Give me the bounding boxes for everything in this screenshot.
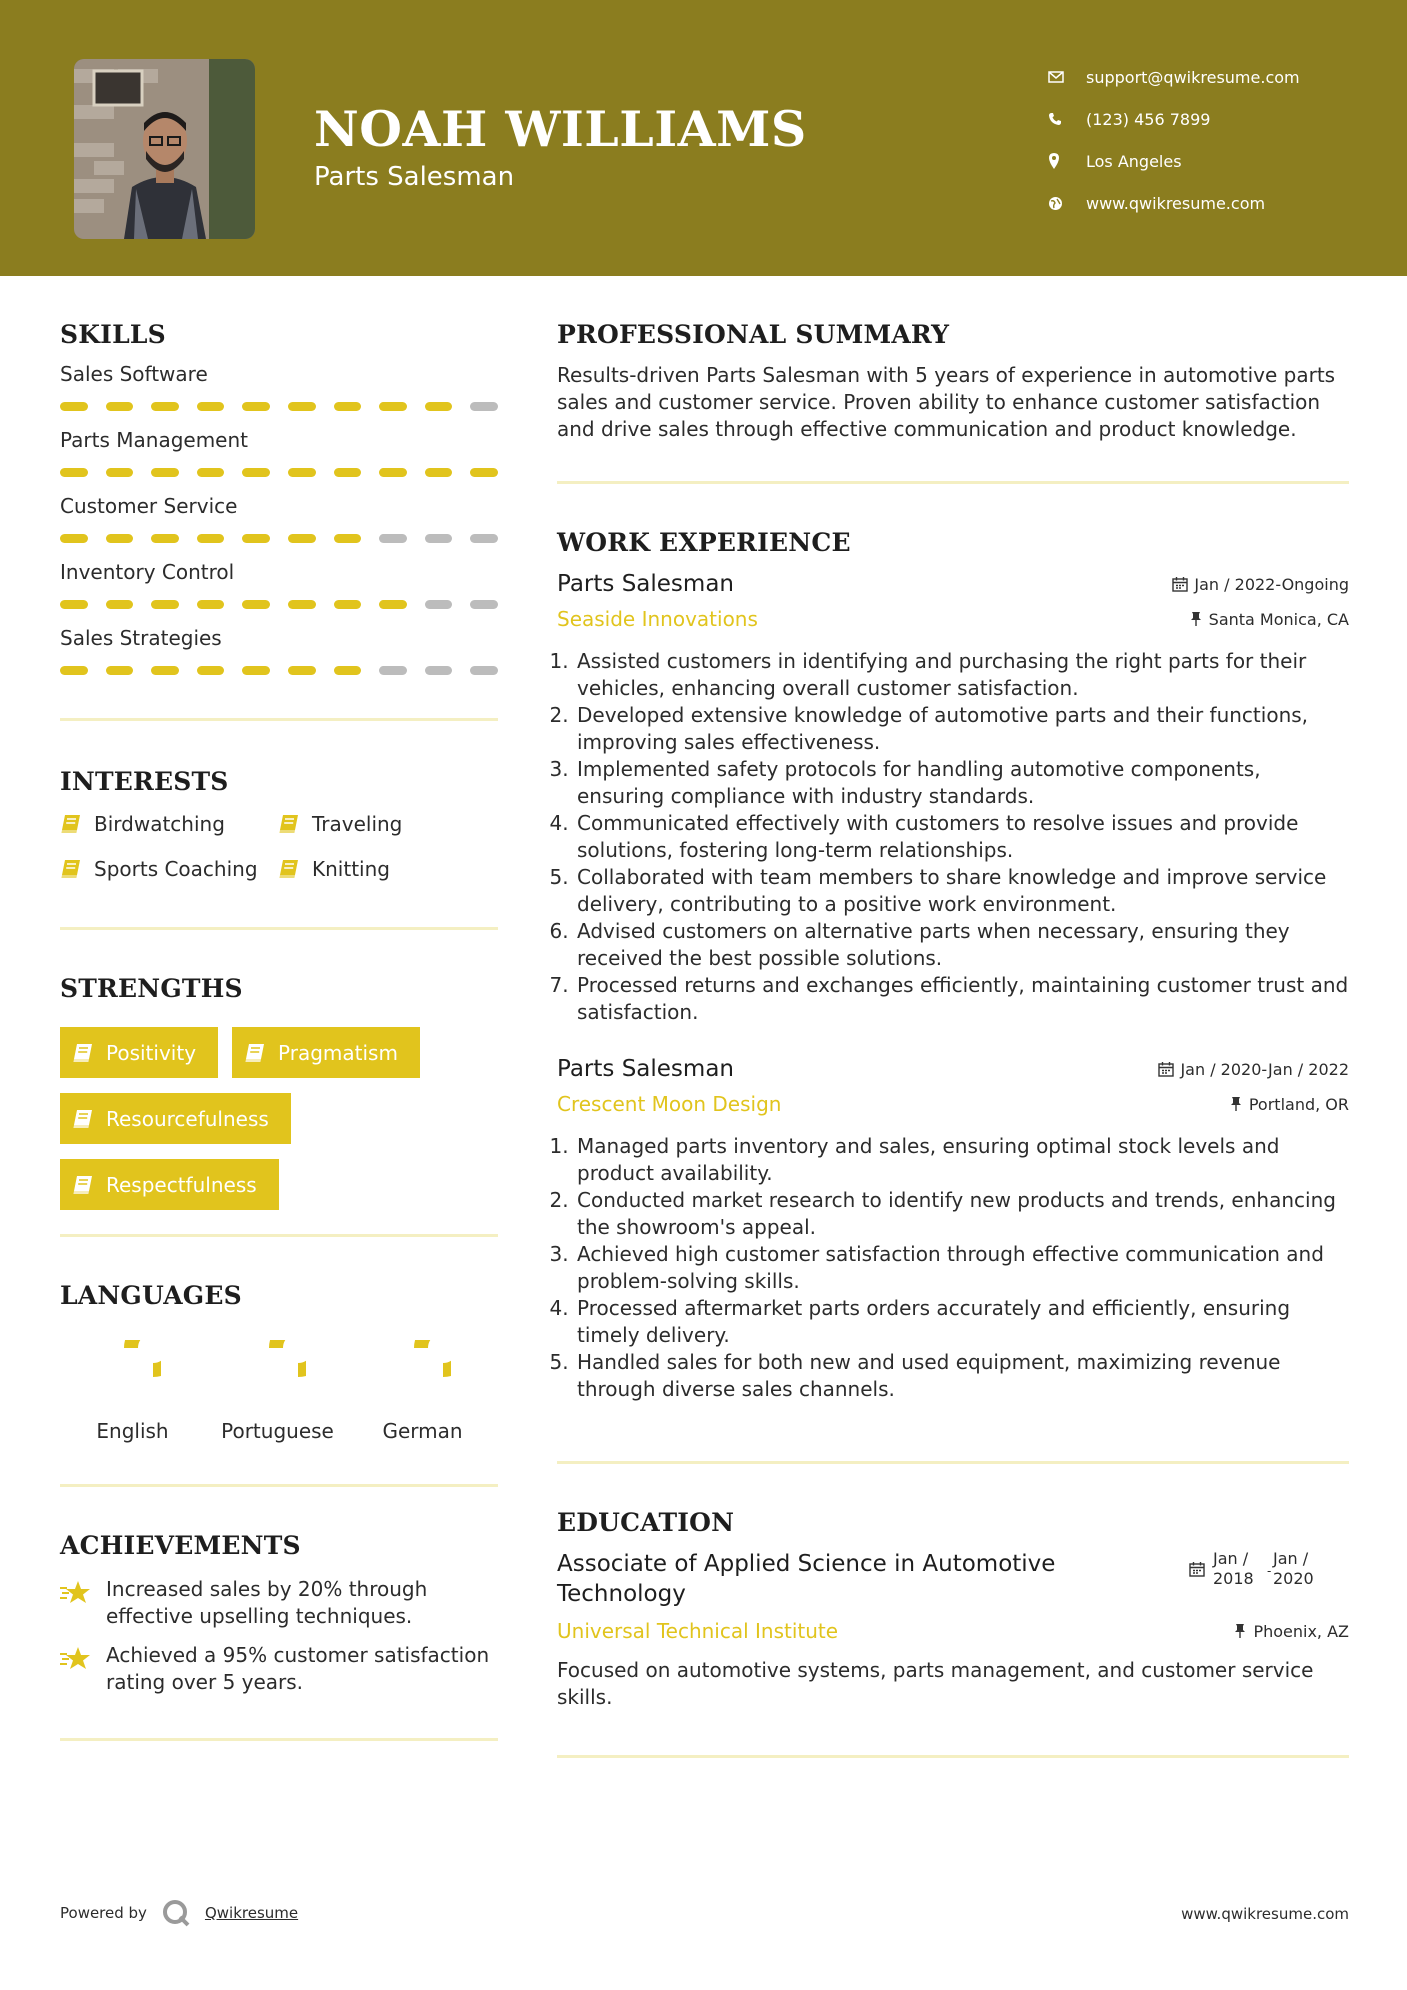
job-bullet: 2. Developed extensive knowledge of automotive parts and their functions, improving sales effectiveness. [575,702,1349,756]
skill-rating-dash [242,666,270,675]
skill-rating-dash [379,402,407,411]
achievement-text: Achieved a 95% customer satisfaction rating over 5 years. [106,1643,490,1694]
job-bullet: 2. Conducted market research to identify new products and trends, enhancing the showroom's appeal. [575,1187,1349,1241]
interests-section [60,767,498,881]
education-location-text: Phoenix, AZ [1253,1621,1349,1641]
interest-item [60,812,278,836]
book-icon [278,859,300,879]
achievements-section [60,1531,498,1696]
skill-rating-bar [60,402,498,412]
strength-label: Resourcefulness [106,1106,269,1131]
book-icon [72,1043,94,1063]
skill-rating-dash [197,468,225,477]
job-entry [557,1056,1349,1403]
contact-email-text: support@qwikresume.com [1086,67,1300,87]
candidate-title: Parts Salesman [314,162,515,192]
job-bullet: 3. Implemented safety protocols for handling automotive components, ensuring compliance with industry standards. [575,756,1349,810]
footer-powered-by [60,1898,298,1928]
company-name: Crescent Moon Design [557,1092,782,1116]
language-level-ring [391,1340,451,1400]
skill-rating-dash [425,666,453,675]
skill-rating-dash [334,600,362,609]
job-bullet: 1. Assisted customers in identifying and purchasing the right parts for their vehicles, enhancing overall customer satisfaction. [575,648,1349,702]
left-column [60,320,498,1741]
education-location [1233,1622,1349,1641]
skill-rating-dash [60,402,88,411]
contact-list [1048,56,1300,224]
job-dates [1172,575,1349,594]
language-level-ring [101,1340,161,1400]
skill-rating-dash [242,468,270,477]
language-item [350,1340,495,1444]
skill-rating-dash [379,534,407,543]
contact-location [1048,140,1300,182]
skill-rating-dash [60,666,88,675]
company-name: Seaside Innovations [557,607,758,631]
envelope-icon [1048,71,1086,83]
experience-heading: WORK EXPERIENCE [557,528,851,557]
skill-rating-dash [197,666,225,675]
job-dates [1158,1060,1349,1079]
skill-rating-dash [334,468,362,477]
education-end-month: Jan / [1273,1549,1309,1568]
skill-rating-bar [60,468,498,478]
contact-phone-text: (123) 456 7899 [1086,109,1211,129]
summary-text: Results-driven Parts Salesman with 5 years of experience in automotive parts sales and customer service. Proven ability to enhance customer satisfaction and drive sales through effective communication and product knowledge. [557,363,1336,441]
skill-rating-dash [425,600,453,609]
summary-section [557,320,1349,443]
achievement-item [60,1642,498,1696]
skill-rating-dash [288,468,316,477]
skill-rating-dash [470,468,498,477]
language-name: Portuguese [221,1419,334,1443]
languages-section [60,1281,498,1444]
book-icon [278,814,300,834]
skills-list [60,362,498,676]
interest-item [60,857,278,881]
interests-heading: INTERESTS [60,767,229,796]
skill-rating-dash [60,534,88,543]
skill-name: Sales Strategies [60,626,222,650]
skill-rating-dash [470,600,498,609]
job-location [1229,1095,1349,1114]
skill-rating-dash [288,402,316,411]
language-item [60,1340,205,1444]
skill-rating-dash [470,666,498,675]
language-name: English [96,1419,169,1443]
powered-by-label: Powered by [60,1904,147,1922]
contact-email[interactable] [1048,56,1300,98]
skill-rating-dash [425,468,453,477]
skill-rating-dash [288,666,316,675]
education-dates: Jan / 2018 - Jan / 2020 [1189,1549,1319,1589]
school-name: Universal Technical Institute [557,1619,839,1643]
education-section [557,1508,1349,1711]
experience-section [557,528,1349,1403]
skill-rating-dash [151,600,179,609]
job-dates-text: Jan / 2022-Ongoing [1194,574,1349,594]
skill-rating-dash [151,666,179,675]
interest-label: Knitting [312,857,390,881]
skill-rating-dash [425,534,453,543]
strength-label: Pragmatism [278,1040,398,1065]
section-divider [60,927,498,930]
strength-chip [60,1027,218,1078]
section-divider [60,1738,498,1741]
calendar-icon [1172,576,1188,592]
book-icon [244,1043,266,1063]
skill-rating-dash [288,600,316,609]
skill-name: Sales Software [60,362,208,386]
section-divider [60,718,498,721]
language-level-ring [246,1340,306,1400]
skill-rating-bar [60,666,498,676]
skill-rating-dash [334,402,362,411]
job-entry [557,571,1349,1026]
degree-title: Associate of Applied Science in Automotive Technology [557,1551,1056,1607]
skill-rating-dash [151,534,179,543]
interest-label: Traveling [312,812,403,836]
skill-name: Inventory Control [60,560,235,584]
education-description: Focused on automotive systems, parts management, and customer service skills. [557,1658,1314,1709]
section-divider [60,1234,498,1237]
skill-name: Customer Service [60,494,238,518]
language-name: German [382,1419,463,1443]
skill-rating-dash [379,666,407,675]
language-level-arc [421,1340,451,1370]
interest-item [278,857,498,881]
pushpin-icon [1233,1623,1247,1639]
languages-list [60,1340,498,1444]
job-title: Parts Salesman [557,1056,734,1082]
contact-website-text: www.qwikresume.com [1086,193,1266,213]
star-icon [60,1646,92,1672]
skill-rating-dash [151,468,179,477]
strength-chip [232,1027,420,1078]
book-icon [72,1175,94,1195]
skill-rating-dash [242,600,270,609]
profile-photo [74,59,255,239]
skill-rating-dash [106,600,134,609]
star-icon [60,1580,92,1606]
skill-rating-dash [151,402,179,411]
job-bullet: 4. Communicated effectively with customers to resolve issues and provide solutions, fostering long-term relationships. [575,810,1349,864]
strength-chip [60,1093,291,1144]
job-bullet: 6. Advised customers on alternative parts when necessary, ensuring they received the best possible solutions. [575,918,1349,972]
languages-heading: LANGUAGES [60,1281,242,1310]
strengths-section [60,974,498,1210]
skills-heading: SKILLS [60,320,166,349]
achievements-heading: ACHIEVEMENTS [60,1531,301,1560]
language-item [205,1340,350,1444]
strength-label: Positivity [106,1040,197,1065]
achievement-item [60,1576,498,1630]
resume-header [0,0,1407,276]
skill-rating-dash [60,600,88,609]
right-column [557,320,1349,1758]
section-divider [557,1755,1349,1758]
strength-chip [60,1159,279,1210]
job-bullet: 7. Processed returns and exchanges efficiently, maintaining customer trust and satisfaction. [575,972,1349,1026]
pushpin-icon [1229,1096,1243,1112]
contact-location-text: Los Angeles [1086,151,1182,171]
skill-rating-bar [60,600,498,610]
strengths-heading: STRENGTHS [60,974,243,1003]
job-location-text: Portland, OR [1248,1094,1349,1114]
job-dates-text: Jan / 2020-Jan / 2022 [1180,1059,1349,1079]
job-bullet: 5. Collaborated with team members to share knowledge and improve service delivery, contributing to a positive work environment. [575,864,1349,918]
strength-label: Respectfulness [106,1172,257,1197]
education-end-year: 2020 [1273,1569,1314,1588]
skill-rating-dash [106,666,134,675]
skill-rating-dash [379,600,407,609]
skill-rating-dash [197,600,225,609]
skills-section [60,320,498,676]
skill-rating-dash [288,534,316,543]
contact-phone[interactable] [1048,98,1300,140]
skill-rating-dash [470,534,498,543]
skill-rating-dash [242,402,270,411]
globe-icon [1048,196,1086,211]
job-bullet: 1. Managed parts inventory and sales, ensuring optimal stock levels and product availability. [575,1133,1349,1187]
book-icon [60,859,82,879]
summary-heading: PROFESSIONAL SUMMARY [557,320,950,349]
skill-rating-dash [425,402,453,411]
job-bullet: 5. Handled sales for both new and used equipment, maximizing revenue through diverse sales channels. [575,1349,1349,1403]
qwikresume-logo-icon [161,1898,191,1928]
language-level-arc [131,1340,161,1370]
skill-rating-dash [334,534,362,543]
interest-label: Birdwatching [94,812,225,836]
skill-rating-dash [470,402,498,411]
skill-rating-dash [197,402,225,411]
skill-rating-dash [379,468,407,477]
skill-rating-dash [60,468,88,477]
phone-icon [1048,112,1086,126]
skill-rating-bar [60,534,498,544]
footer-website[interactable]: www.qwikresume.com [1181,1905,1349,1923]
job-location-text: Santa Monica, CA [1208,609,1349,629]
job-bullet: 4. Processed aftermarket parts orders accurately and efficiently, ensuring timely delivery. [575,1295,1349,1349]
education-start-month: Jan / [1213,1549,1249,1568]
achievement-text: Increased sales by 20% through effective upselling techniques. [106,1577,428,1628]
education-heading: EDUCATION [557,1508,735,1537]
interest-item [278,812,498,836]
pushpin-icon [1189,611,1203,627]
skill-rating-dash [106,402,134,411]
job-bullets [557,648,1349,1026]
contact-website[interactable] [1048,182,1300,224]
calendar-icon [1158,1061,1174,1077]
interests-list [60,812,498,881]
book-icon [72,1109,94,1129]
skill-name: Parts Management [60,428,249,452]
job-title: Parts Salesman [557,571,734,597]
skill-rating-dash [106,534,134,543]
skill-rating-dash [197,534,225,543]
section-divider [557,1461,1349,1464]
candidate-name: NOAH WILLIAMS [314,100,807,158]
language-level-arc [276,1340,306,1370]
calendar-icon [1189,1561,1205,1577]
location-pin-icon [1048,153,1086,169]
education-start-year: 2018 [1213,1569,1254,1588]
strengths-list [60,1027,498,1210]
job-location [1189,610,1349,629]
interest-label: Sports Coaching [94,857,258,881]
section-divider [60,1484,498,1487]
skill-rating-dash [334,666,362,675]
job-bullets [557,1133,1349,1403]
qwikresume-link[interactable]: Qwikresume [204,1904,299,1922]
skill-rating-dash [106,468,134,477]
book-icon [60,814,82,834]
job-bullet: 3. Achieved high customer satisfaction through effective communication and problem-solving skills. [575,1241,1349,1295]
section-divider [557,481,1349,484]
skill-rating-dash [242,534,270,543]
